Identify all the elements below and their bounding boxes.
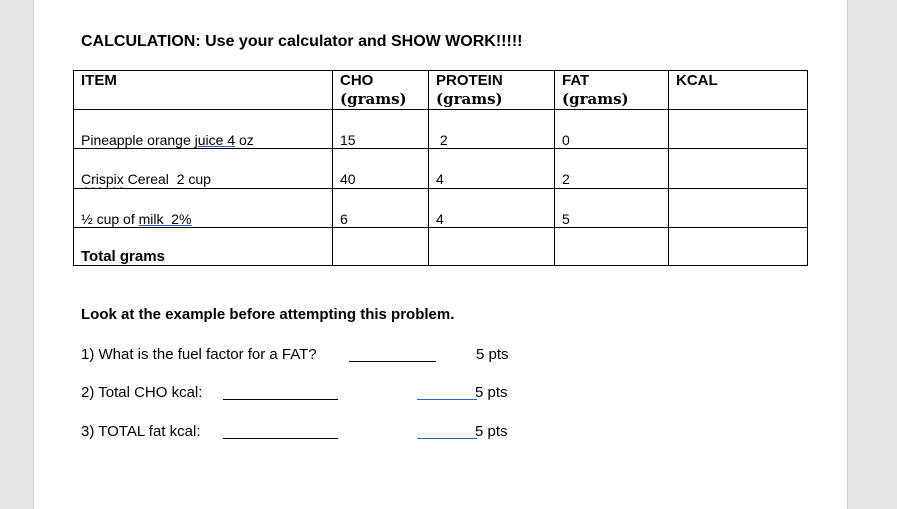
total-label: Total grams bbox=[74, 227, 333, 265]
points-3: 5 pts bbox=[475, 423, 508, 440]
points-blank-2 bbox=[417, 399, 477, 400]
question-2: 2) Total CHO kcal: bbox=[81, 384, 203, 401]
kcal-cell bbox=[669, 149, 808, 188]
protein-cell: 4 bbox=[429, 149, 555, 188]
fat-cell: 5 bbox=[555, 188, 669, 227]
kcal-cell bbox=[669, 110, 808, 149]
header-kcal: KCAL bbox=[669, 71, 808, 110]
instruction-text: Look at the example before attempting this problem. bbox=[81, 306, 455, 323]
total-cho-cell bbox=[333, 227, 429, 265]
item-cell: Crispix Cereal 2 cup bbox=[74, 149, 333, 188]
document-page bbox=[33, 0, 848, 509]
cho-cell: 40 bbox=[333, 149, 429, 188]
points-2: 5 pts bbox=[475, 384, 508, 401]
header-cho: CHO (grams) bbox=[333, 71, 429, 110]
points-blank-3 bbox=[417, 438, 477, 439]
table-row bbox=[74, 188, 808, 227]
item-cell: Pineapple orange juice 4 oz bbox=[74, 110, 333, 149]
protein-cell: 4 bbox=[429, 188, 555, 227]
cho-cell: 6 bbox=[333, 188, 429, 227]
total-row bbox=[74, 227, 808, 265]
total-protein-cell bbox=[429, 227, 555, 265]
nutrition-table bbox=[73, 70, 808, 266]
table-header-row bbox=[74, 71, 808, 110]
page-title: CALCULATION: Use your calculator and SHOW WORK!!!!! bbox=[81, 33, 523, 50]
table-row bbox=[74, 149, 808, 188]
header-protein: PROTEIN (grams) bbox=[429, 71, 555, 110]
total-kcal-cell bbox=[669, 227, 808, 265]
table-row bbox=[74, 110, 808, 149]
answer-blank-1[interactable] bbox=[349, 361, 436, 362]
protein-cell: 2 bbox=[429, 110, 555, 149]
fat-cell: 2 bbox=[555, 149, 669, 188]
item-cell: ½ cup of milk 2% bbox=[74, 188, 333, 227]
total-fat-cell bbox=[555, 227, 669, 265]
answer-blank-2[interactable] bbox=[223, 399, 338, 400]
header-fat: FAT (grams) bbox=[555, 71, 669, 110]
points-1: 5 pts bbox=[476, 346, 509, 363]
question-3: 3) TOTAL fat kcal: bbox=[81, 423, 201, 440]
header-item: ITEM bbox=[74, 71, 333, 110]
kcal-cell bbox=[669, 188, 808, 227]
cho-cell: 15 bbox=[333, 110, 429, 149]
fat-cell: 0 bbox=[555, 110, 669, 149]
question-1: 1) What is the fuel factor for a FAT? bbox=[81, 346, 317, 363]
answer-blank-3[interactable] bbox=[223, 438, 338, 439]
